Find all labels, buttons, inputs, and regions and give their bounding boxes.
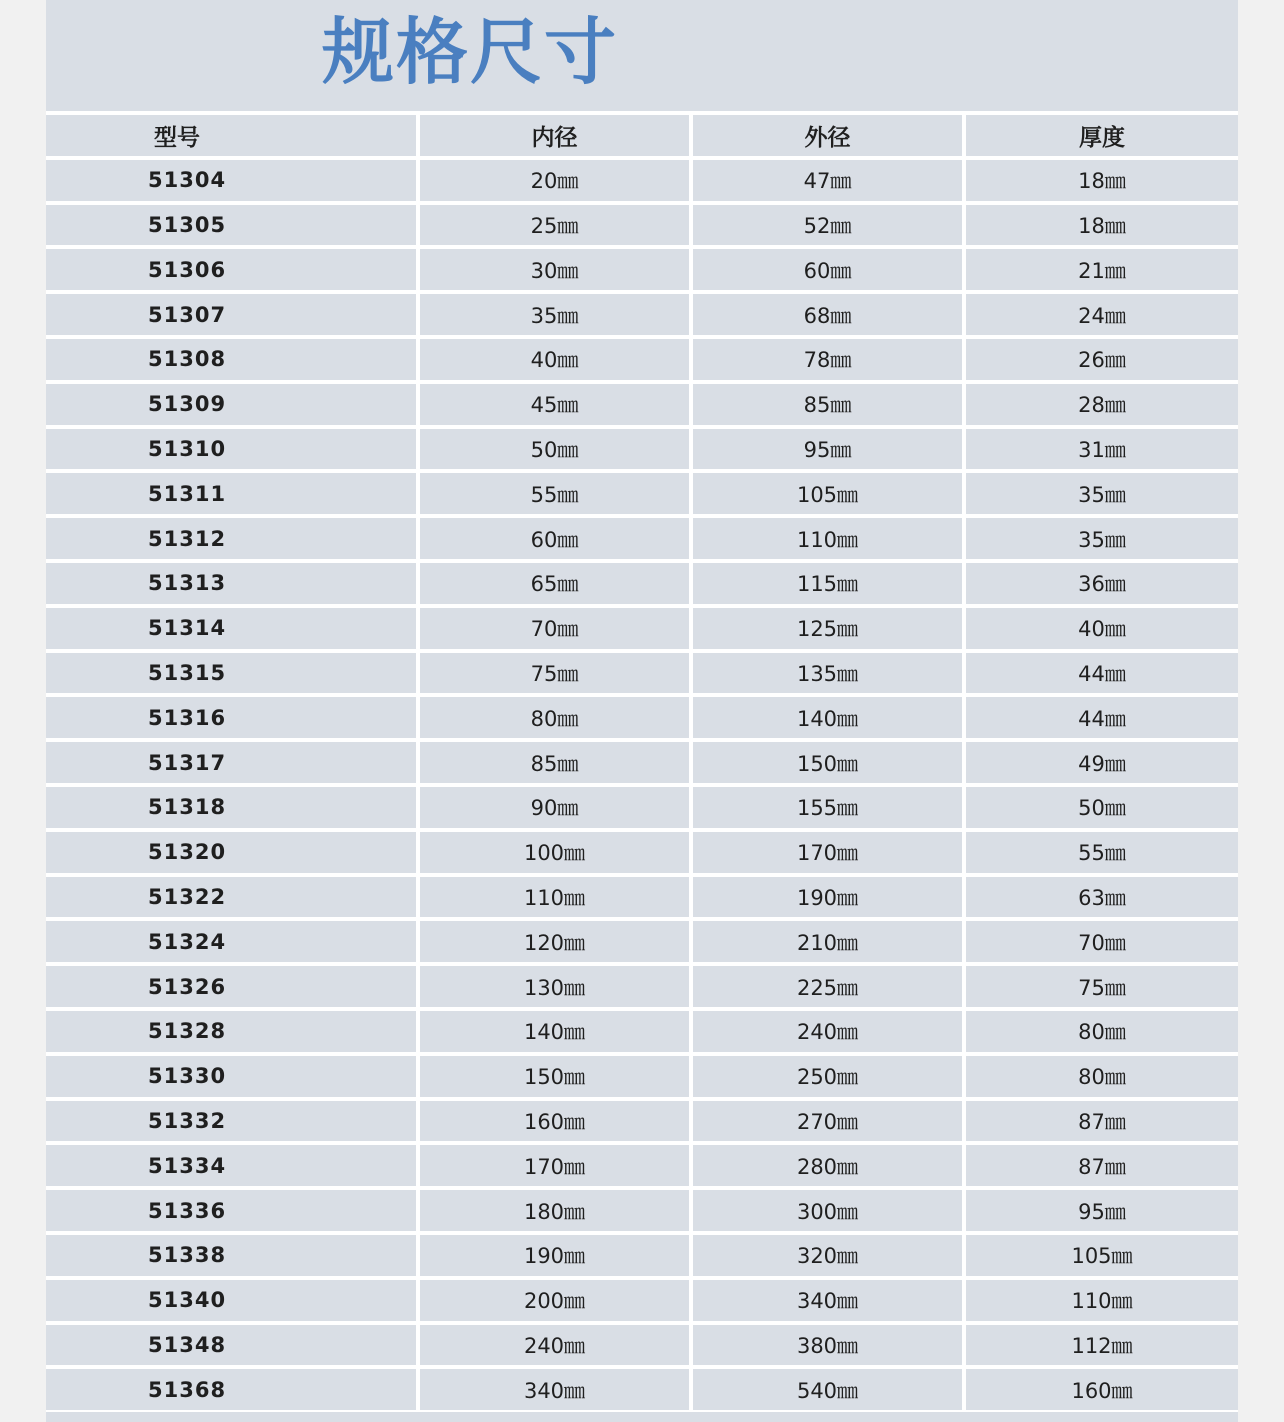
cell-inner-diameter: 120㎜	[420, 921, 689, 962]
cell-outer-diameter: 140㎜	[693, 697, 962, 738]
cell-inner-diameter: 90㎜	[420, 787, 689, 828]
cell-model: 51324	[46, 921, 416, 962]
cell-inner-diameter: 180㎜	[420, 1190, 689, 1231]
cell-inner-diameter: 50㎜	[420, 429, 689, 470]
cell-model: 51305	[46, 205, 416, 246]
cell-inner-diameter: 100㎜	[420, 832, 689, 873]
cell-outer-diameter: 47㎜	[693, 160, 962, 201]
cell-inner-diameter: 140㎜	[420, 1011, 689, 1052]
cell-outer-diameter: 155㎜	[693, 787, 962, 828]
cell-thickness: 70㎜	[966, 921, 1238, 962]
header-model: 型号	[46, 115, 416, 156]
header-thickness: 厚度	[966, 115, 1238, 156]
cell-model: 51340	[46, 1280, 416, 1321]
cell-outer-diameter: 190㎜	[693, 877, 962, 918]
cell-inner-diameter: 200㎜	[420, 1280, 689, 1321]
spec-sheet	[46, 0, 1238, 1422]
cell-thickness: 55㎜	[966, 832, 1238, 873]
cell-thickness: 18㎜	[966, 160, 1238, 201]
cell-thickness: 110㎜	[966, 1280, 1238, 1321]
cell-model: 51315	[46, 653, 416, 694]
cell-model: 51336	[46, 1190, 416, 1231]
spec-table	[46, 115, 1238, 1410]
cell-outer-diameter: 85㎜	[693, 384, 962, 425]
cell-model: 51314	[46, 608, 416, 649]
cell-inner-diameter: 160㎜	[420, 1101, 689, 1142]
cell-outer-diameter: 170㎜	[693, 832, 962, 873]
cell-outer-diameter: 78㎜	[693, 339, 962, 380]
cell-outer-diameter: 300㎜	[693, 1190, 962, 1231]
cell-outer-diameter: 95㎜	[693, 429, 962, 470]
cell-thickness: 95㎜	[966, 1190, 1238, 1231]
cell-outer-diameter: 125㎜	[693, 608, 962, 649]
cell-outer-diameter: 60㎜	[693, 249, 962, 290]
cell-inner-diameter: 40㎜	[420, 339, 689, 380]
cell-inner-diameter: 35㎜	[420, 294, 689, 335]
page-title: 规格尺寸	[322, 9, 619, 94]
cell-outer-diameter: 115㎜	[693, 563, 962, 604]
cell-inner-diameter: 85㎜	[420, 742, 689, 783]
cell-inner-diameter: 65㎜	[420, 563, 689, 604]
cell-outer-diameter: 240㎜	[693, 1011, 962, 1052]
cell-model: 51310	[46, 429, 416, 470]
cell-model: 51304	[46, 160, 416, 201]
cell-model: 51322	[46, 877, 416, 918]
cell-model: 51348	[46, 1325, 416, 1366]
cell-thickness: 49㎜	[966, 742, 1238, 783]
cell-inner-diameter: 75㎜	[420, 653, 689, 694]
cell-outer-diameter: 320㎜	[693, 1235, 962, 1276]
cell-outer-diameter: 250㎜	[693, 1056, 962, 1097]
cell-inner-diameter: 130㎜	[420, 966, 689, 1007]
cell-model: 51312	[46, 518, 416, 559]
cell-inner-diameter: 20㎜	[420, 160, 689, 201]
cell-model: 51320	[46, 832, 416, 873]
title-band	[46, 0, 1238, 111]
cell-model: 51368	[46, 1369, 416, 1410]
cell-model: 51328	[46, 1011, 416, 1052]
cell-model: 51326	[46, 966, 416, 1007]
cell-thickness: 63㎜	[966, 877, 1238, 918]
cell-thickness: 44㎜	[966, 653, 1238, 694]
cell-thickness: 31㎜	[966, 429, 1238, 470]
cell-model: 51309	[46, 384, 416, 425]
cell-outer-diameter: 105㎜	[693, 473, 962, 514]
cell-inner-diameter: 70㎜	[420, 608, 689, 649]
cell-outer-diameter: 280㎜	[693, 1145, 962, 1186]
cell-thickness: 160㎜	[966, 1369, 1238, 1410]
cell-inner-diameter: 190㎜	[420, 1235, 689, 1276]
cell-model: 51306	[46, 249, 416, 290]
cell-thickness: 112㎜	[966, 1325, 1238, 1366]
cell-thickness: 35㎜	[966, 518, 1238, 559]
cell-thickness: 18㎜	[966, 205, 1238, 246]
cell-inner-diameter: 110㎜	[420, 877, 689, 918]
cell-thickness: 87㎜	[966, 1145, 1238, 1186]
cell-model: 51332	[46, 1101, 416, 1142]
cell-thickness: 80㎜	[966, 1011, 1238, 1052]
cell-model: 51317	[46, 742, 416, 783]
cell-outer-diameter: 380㎜	[693, 1325, 962, 1366]
cell-thickness: 50㎜	[966, 787, 1238, 828]
cell-inner-diameter: 55㎜	[420, 473, 689, 514]
cell-model: 51334	[46, 1145, 416, 1186]
cell-thickness: 24㎜	[966, 294, 1238, 335]
cell-outer-diameter: 540㎜	[693, 1369, 962, 1410]
cell-thickness: 80㎜	[966, 1056, 1238, 1097]
cell-inner-diameter: 60㎜	[420, 518, 689, 559]
cell-thickness: 87㎜	[966, 1101, 1238, 1142]
cell-thickness: 40㎜	[966, 608, 1238, 649]
cell-outer-diameter: 225㎜	[693, 966, 962, 1007]
cell-inner-diameter: 170㎜	[420, 1145, 689, 1186]
cell-outer-diameter: 52㎜	[693, 205, 962, 246]
cell-thickness: 75㎜	[966, 966, 1238, 1007]
cell-thickness: 105㎜	[966, 1235, 1238, 1276]
cell-thickness: 21㎜	[966, 249, 1238, 290]
cell-model: 51307	[46, 294, 416, 335]
cell-model: 51313	[46, 563, 416, 604]
cell-outer-diameter: 135㎜	[693, 653, 962, 694]
cell-outer-diameter: 270㎜	[693, 1101, 962, 1142]
cell-inner-diameter: 45㎜	[420, 384, 689, 425]
cell-model: 51311	[46, 473, 416, 514]
cell-thickness: 44㎜	[966, 697, 1238, 738]
cell-model: 51316	[46, 697, 416, 738]
cell-inner-diameter: 150㎜	[420, 1056, 689, 1097]
cell-inner-diameter: 30㎜	[420, 249, 689, 290]
cell-model: 51308	[46, 339, 416, 380]
cell-outer-diameter: 68㎜	[693, 294, 962, 335]
cell-model: 51318	[46, 787, 416, 828]
cell-model: 51338	[46, 1235, 416, 1276]
cell-thickness: 36㎜	[966, 563, 1238, 604]
cell-model: 51330	[46, 1056, 416, 1097]
cell-outer-diameter: 210㎜	[693, 921, 962, 962]
header-outer-diameter: 外径	[693, 115, 962, 156]
header-inner-diameter: 内径	[420, 115, 689, 156]
table-bottom-row-strip	[46, 1412, 1238, 1422]
cell-outer-diameter: 340㎜	[693, 1280, 962, 1321]
cell-outer-diameter: 110㎜	[693, 518, 962, 559]
cell-thickness: 26㎜	[966, 339, 1238, 380]
cell-thickness: 35㎜	[966, 473, 1238, 514]
cell-inner-diameter: 340㎜	[420, 1369, 689, 1410]
cell-thickness: 28㎜	[966, 384, 1238, 425]
cell-outer-diameter: 150㎜	[693, 742, 962, 783]
cell-inner-diameter: 80㎜	[420, 697, 689, 738]
cell-inner-diameter: 240㎜	[420, 1325, 689, 1366]
cell-inner-diameter: 25㎜	[420, 205, 689, 246]
